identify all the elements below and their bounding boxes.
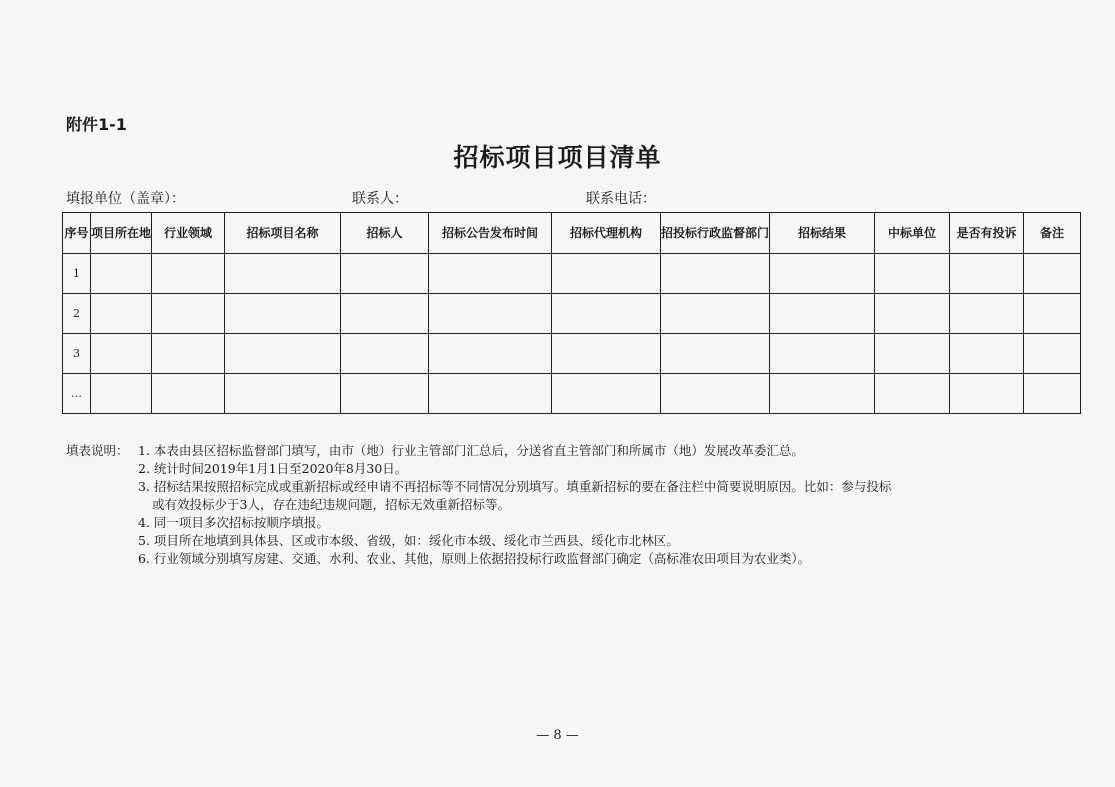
note-item: 6. 行业领域分别填写房建、交通、水利、农业、其他，原则上依据招投标行政监督部门确定（高标准农田项目为农业类）。 bbox=[138, 551, 811, 566]
row-number: … bbox=[63, 374, 91, 414]
note-item: 2. 统计时间2019年1月1日至2020年8月30日。 bbox=[138, 461, 408, 476]
page-number: — 8 — bbox=[536, 728, 579, 743]
header-supervision-dept: 招投标行政监督部门 bbox=[661, 213, 770, 254]
row-number: 1 bbox=[63, 254, 91, 294]
table-row bbox=[63, 294, 1081, 334]
header-seq: 序号 bbox=[63, 213, 91, 254]
notes-label: 填表说明： bbox=[66, 443, 129, 458]
note-item-continued: 或有效投标少于3人，存在违纪违规问题，招标无效重新招标等。 bbox=[152, 497, 510, 512]
header-location: 项目所在地 bbox=[91, 213, 152, 254]
header-tenderer: 招标人 bbox=[341, 213, 429, 254]
note-item: 1. 本表由县区招标监督部门填写，由市（地）行业主管部门汇总后，分送省直主管部门和所属市（地）发展改革委汇总。 bbox=[138, 443, 804, 458]
header-winner: 中标单位 bbox=[875, 213, 950, 254]
header-complaint: 是否有投诉 bbox=[950, 213, 1024, 254]
note-item: 5. 项目所在地填到具体县、区或市本级、省级，如：绥化市本级、绥化市兰西县、绥化市北林区。 bbox=[138, 533, 679, 548]
row-number: 3 bbox=[63, 334, 91, 374]
header-publish-time: 招标公告发布时间 bbox=[429, 213, 552, 254]
note-item: 4. 同一项目多次招标按顺序填报。 bbox=[138, 515, 329, 530]
document-title: 招标项目项目清单 bbox=[453, 143, 662, 172]
table-header-row bbox=[63, 213, 1081, 254]
project-list-table bbox=[62, 212, 1081, 414]
attachment-label: 附件1-1 bbox=[66, 115, 127, 134]
fill-unit-label: 填报单位（盖章）： bbox=[66, 191, 185, 207]
header-remarks: 备注 bbox=[1024, 213, 1081, 254]
fill-contact-label: 联系人： bbox=[352, 191, 408, 207]
header-agency: 招标代理机构 bbox=[552, 213, 661, 254]
header-result: 招标结果 bbox=[770, 213, 875, 254]
note-item: 3. 招标结果按照招标完成或重新招标或经申请不再招标等不同情况分别填写。填重新招标的要在备注栏中简要说明原因。比如：参与投标 bbox=[138, 479, 892, 494]
fill-phone-label: 联系电话： bbox=[586, 191, 656, 207]
header-project-name: 招标项目名称 bbox=[225, 213, 341, 254]
row-number: 2 bbox=[63, 294, 91, 334]
table-row bbox=[63, 374, 1081, 414]
fill-instructions bbox=[66, 442, 1056, 568]
table-row bbox=[63, 254, 1081, 294]
header-industry: 行业领域 bbox=[152, 213, 225, 254]
table-row bbox=[63, 334, 1081, 374]
